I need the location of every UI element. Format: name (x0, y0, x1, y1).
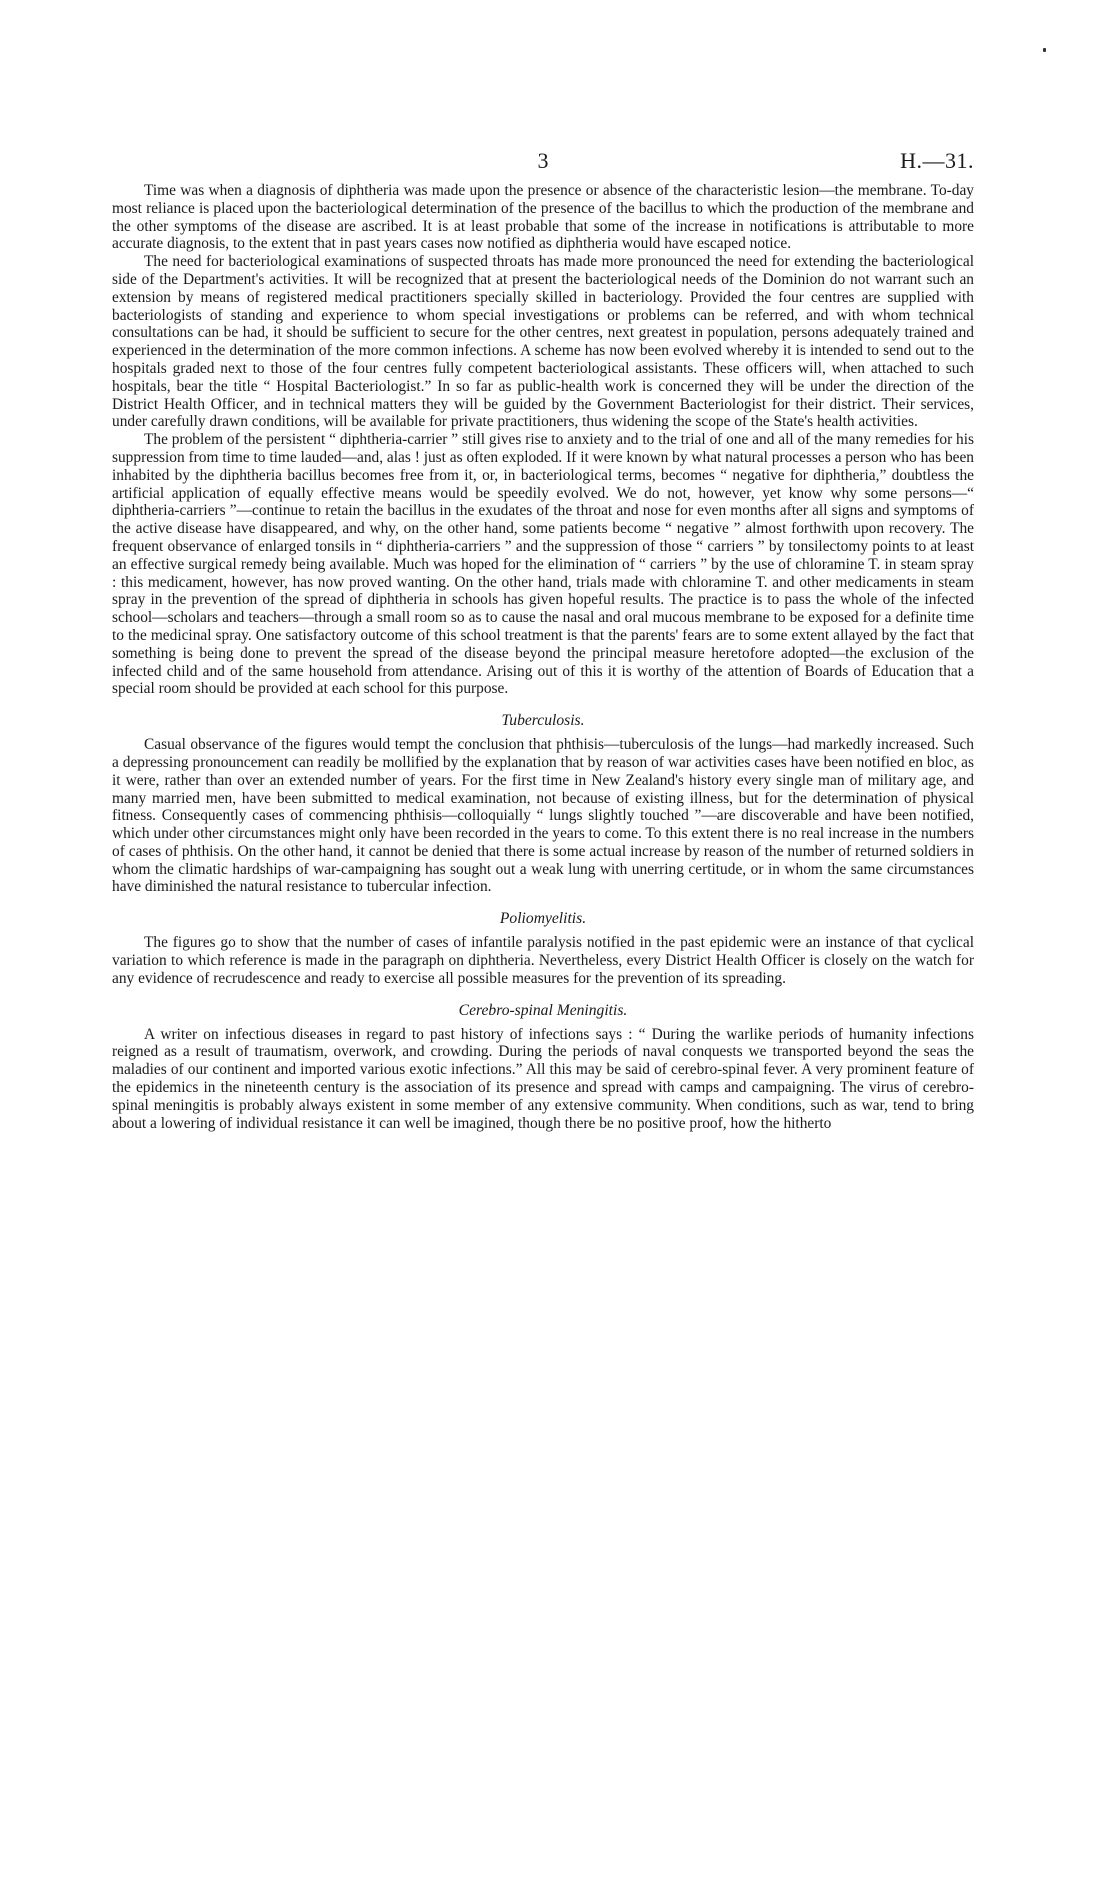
paragraph: Casual observance of the figures would tempt the conclusion that phthisis—tuberculosis of the lungs—had markedly increased. Such a depressing pronouncement can readily be mollified by the explanation that by reason of war activities cases have been notified en bloc, as it were, rather than over an extended number of years. For the first time in New Zealand's history every single man of military age, and many married men, have been submitted to medical examination, not because of existing illness, but for the determination of physical fitness. Consequently cases of commencing phthisis—colloquially “ lungs slightly touched ”—are discoverable and have been notified, which under other circumstances might only have been recorded in the years to come. To this extent there is no real increase in the numbers of cases of phthisis. On the other hand, it cannot be denied that there is some actual increase by reason of the number of returned soldiers in whom the climatic hardships of war-campaigning has sought out a weak lung with unerring certitude, or in whom the same circumstances have diminished the natural resistance to tubercular infection. (112, 736, 974, 896)
paragraph: A writer on infectious diseases in regard to past history of infections says : “ During the warlike periods of humanity infections reigned as a result of traumatism, overwork, and crowding. During the periods of naval conquests we transported beyond the seas the maladies of our continent and imported various exotic infections.” All this may be said of cerebro-spinal fever. A very prominent feature of the epidemics in the nineteenth century is the association of its presence and spread with camps and campaigning. The virus of cerebro-spinal meningitis is probably always existent in some member of any extensive community. When conditions, such as war, tend to bring about a lowering of individual resistance it can well be imagined, though there be no positive proof, how the hitherto (112, 1025, 974, 1132)
section-heading: Cerebro-spinal Meningitis. (458, 1001, 628, 1019)
section-heading: Tuberculosis. (501, 712, 585, 730)
scan-mark (1043, 48, 1046, 52)
page-header (112, 148, 974, 182)
section-diphtheria (112, 182, 974, 698)
paragraph: The need for bacteriological examinations of suspected throats has made more pronounced the need for extending the bacteriological side of the Department's activities. It will be recognized that at present the bacteriological needs of the Dominion do not warrant such an extension by means of registered medical practitioners specially skilled in bacteriology. Provided the four centres are supplied with bacteriologists of standing and experience to whom special investigations or problems can be referred, and with whom technical consultations can be had, it should be sufficient to secure for the other centres, next greatest in population, persons adequately trained and experienced in the determination of the more common infections. A scheme has now been evolved whereby it is intended to send out to the hospitals graded next to those of the four centres fully competent bacteriological assistants. These officers will, when attached to such hospitals, bear the title “ Hospital Bacteriologist.” In so far as public-health work is concerned they will be under the direction of the District Health Officer, and in technical matters they will be guided by the Government Bacteriologist for their district. Their services, under carefully drawn conditions, will be available for private practitioners, thus widening the scope of the State's health activities. (112, 253, 974, 431)
section-cerebro-spinal-meningitis (112, 1002, 974, 1133)
page-number: 3 (537, 148, 549, 173)
section-poliomyelitis (112, 910, 974, 987)
paragraph: The figures go to show that the number of cases of infantile paralysis notified in the past epidemic were an instance of that cyclical variation to which reference is made in the paragraph on diphtheria. Nevertheless, every District Health Officer is closely on the watch for any evidence of recrudescence and ready to exercise all possible measures for the prevention of its spreading. (112, 934, 974, 987)
section-heading: Poliomyelitis. (499, 910, 587, 928)
document-reference: H.—31. (900, 148, 974, 173)
document-page (112, 148, 974, 1132)
paragraph: The problem of the persistent “ diphtheria-carrier ” still gives rise to anxiety and to the trial of one and all of the many remedies for his suppression from time to time lauded—and, alas ! just as often exploded. If it were known by what natural processes a person who has been inhabited by the diphtheria bacillus becomes free from it, or, in bacteriological terms, becomes “ negative for diphtheria,” doubtless the artificial application of equally effective means would be speedily evolved. We do not, however, yet know why some persons—“ diphtheria-carriers ”—continue to retain the bacillus in the exudates of the throat and nose for even months after all signs and symptoms of the active disease have disappeared, and why, on the other hand, some patients become “ negative ” almost forthwith upon recovery. The frequent observance of enlarged tonsils in “ diphtheria-carriers ” and the suppression of those “ carriers ” by tonsilectomy points to at least an effective surgical remedy being available. Much was hoped for the elimination of “ carriers ” by the use of chloramine T. in steam spray : this medicament, however, has now proved wanting. On the other hand, trials made with chloramine T. and other medicaments in steam spray in the prevention of the spread of diphtheria in schools has given hopeful results. The practice is to pass the whole of the infected school—scholars and teachers—through a small room so as to cause the nasal and oral mucous membrane to be exposed for a definite time to the medicinal spray. One satisfactory outcome of this school treatment is that the parents' fears are to some extent allayed by the fact that something is being done to prevent the spread of the disease beyond the principal measure heretofore adopted—the exclusion of the infected child and of the same household from attendance. Arising out of this it is worthy of the attention of Boards of Education that a special room should be provided at each school for this purpose. (112, 431, 974, 698)
section-tuberculosis (112, 712, 974, 896)
paragraph: Time was when a diagnosis of diphtheria was made upon the presence or absence of the characteristic lesion—the membrane. To-day most reliance is placed upon the bacteriological determination of the presence of the bacillus to which the production of the membrane and the other symptoms of the disease are ascribed. It is at least probable that some of the increase in notifications is attributable to more accurate diagnosis, to the extent that in past years cases now notified as diphtheria would have escaped notice. (112, 182, 974, 253)
